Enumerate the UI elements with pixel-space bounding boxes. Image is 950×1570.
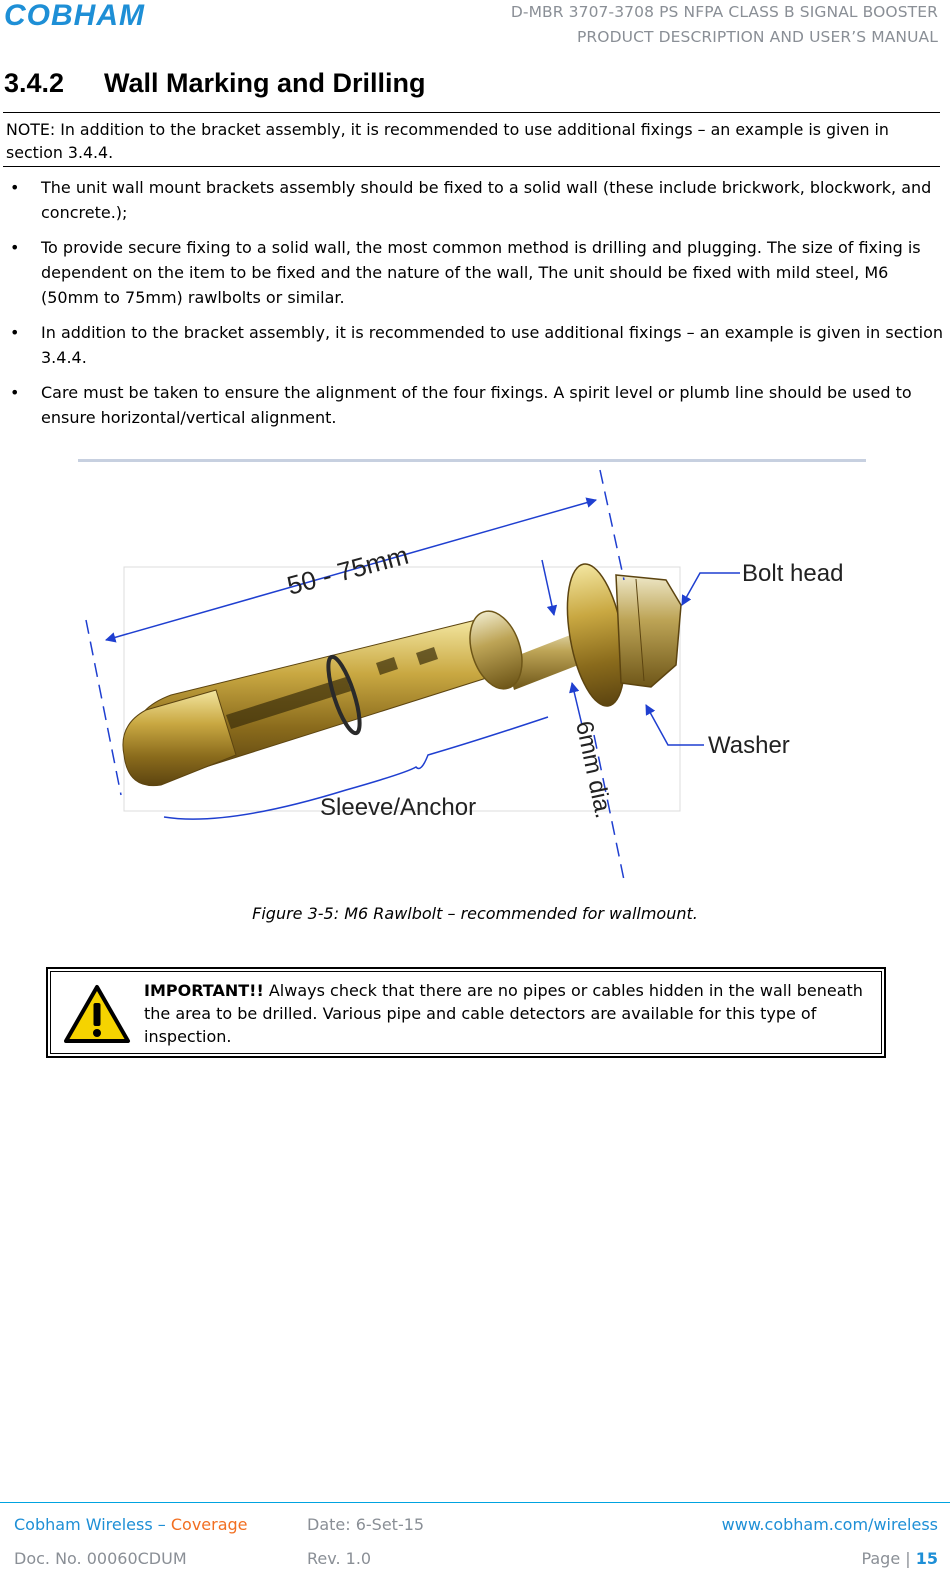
list-item-text: In addition to the bracket assembly, it is recommended to use additional fixings – an example is given in section 3.4.4.	[41, 323, 944, 367]
footer-page	[861, 1548, 938, 1570]
note-top-rule	[3, 112, 940, 113]
list-item	[0, 380, 945, 430]
washer-label: Washer	[708, 732, 790, 759]
footer-page-number: 15	[915, 1549, 938, 1568]
document-title-line1: D-MBR 3707-3708 PS NFPA CLASS B SIGNAL BOOSTER	[510, 3, 938, 21]
footer-revision: Rev. 1.0	[307, 1549, 372, 1568]
figure-top-rule	[78, 459, 866, 462]
important-lead: IMPORTANT!!	[144, 981, 264, 1000]
footer-doc-number: Doc. No. 00060CDUM	[14, 1549, 187, 1568]
bullet-icon: •	[10, 178, 20, 197]
logo-text: COBHAM	[4, 0, 145, 30]
left-guide-line	[86, 620, 121, 795]
footer-coverage: Coverage	[170, 1515, 248, 1534]
list-item	[0, 320, 945, 370]
bullet-icon: •	[10, 383, 20, 402]
list-item-text: To provide secure fixing to a solid wall, the most common method is drilling and plugging. The size of fixing is dependent on the item to be fixed and the nature of the wall, The unit should be fixed with mild steel, M6 (50mm to 75mm) rawlbolts or similar.	[41, 238, 921, 307]
rawlbolt-figure	[76, 455, 876, 889]
bolt-head-label: Bolt head	[742, 560, 844, 587]
bolt-head-arrow	[682, 573, 740, 605]
list-item	[0, 175, 945, 225]
footer-rule	[0, 1502, 950, 1503]
warning-icon	[62, 983, 132, 1049]
important-text	[144, 979, 864, 1048]
section-number: 3.4.2	[4, 68, 65, 98]
important-body: Always check that there are no pipes or cables hidden in the wall beneath the area to be drilled. Various pipe and cable detectors are available for this type of inspection.	[144, 981, 863, 1046]
diameter-label: 6mm dia.	[570, 718, 618, 821]
footer-company	[14, 1514, 248, 1536]
document-title-line2: PRODUCT DESCRIPTION AND USER’S MANUAL	[576, 28, 938, 46]
figure-caption: Figure 3-5: M6 Rawlbolt – recommended for wallmount.	[252, 904, 698, 923]
section-title: Wall Marking and Drilling	[104, 68, 426, 98]
washer-arrow	[646, 705, 704, 745]
right-guide-line	[600, 470, 624, 580]
footer-company-name: Cobham Wireless –	[14, 1515, 171, 1534]
note-text: NOTE: In addition to the bracket assembly, it is recommended to use additional fixings – an example is given in section 3.4.4.	[6, 120, 889, 162]
list-item	[0, 235, 945, 310]
bullet-icon: •	[10, 323, 20, 342]
cobham-logo	[2, 0, 202, 34]
note-bottom-rule	[3, 166, 940, 167]
diameter-bottom-arrow	[572, 683, 582, 725]
important-notice	[46, 967, 886, 1058]
footer-page-label: Page |	[861, 1549, 916, 1568]
footer-date: Date: 6-Set-15	[307, 1515, 425, 1534]
diameter-top-arrow	[542, 560, 554, 615]
section-heading	[4, 66, 426, 100]
footer-url-link[interactable]: www.cobham.com/wireless	[721, 1515, 938, 1534]
list-item-text: Care must be taken to ensure the alignment of the four fixings. A spirit level or plumb line should be used to ensure horizontal/vertical alignment.	[41, 383, 912, 427]
list-item-text: The unit wall mount brackets assembly should be fixed to a solid wall (these include brickwork, blockwork, and concrete.);	[41, 178, 932, 222]
sleeve-label: Sleeve/Anchor	[320, 794, 477, 821]
document-title	[511, 0, 938, 50]
bullet-icon: •	[10, 238, 20, 257]
bullet-list	[0, 175, 945, 440]
length-label: 50 - 75mm	[283, 539, 412, 601]
